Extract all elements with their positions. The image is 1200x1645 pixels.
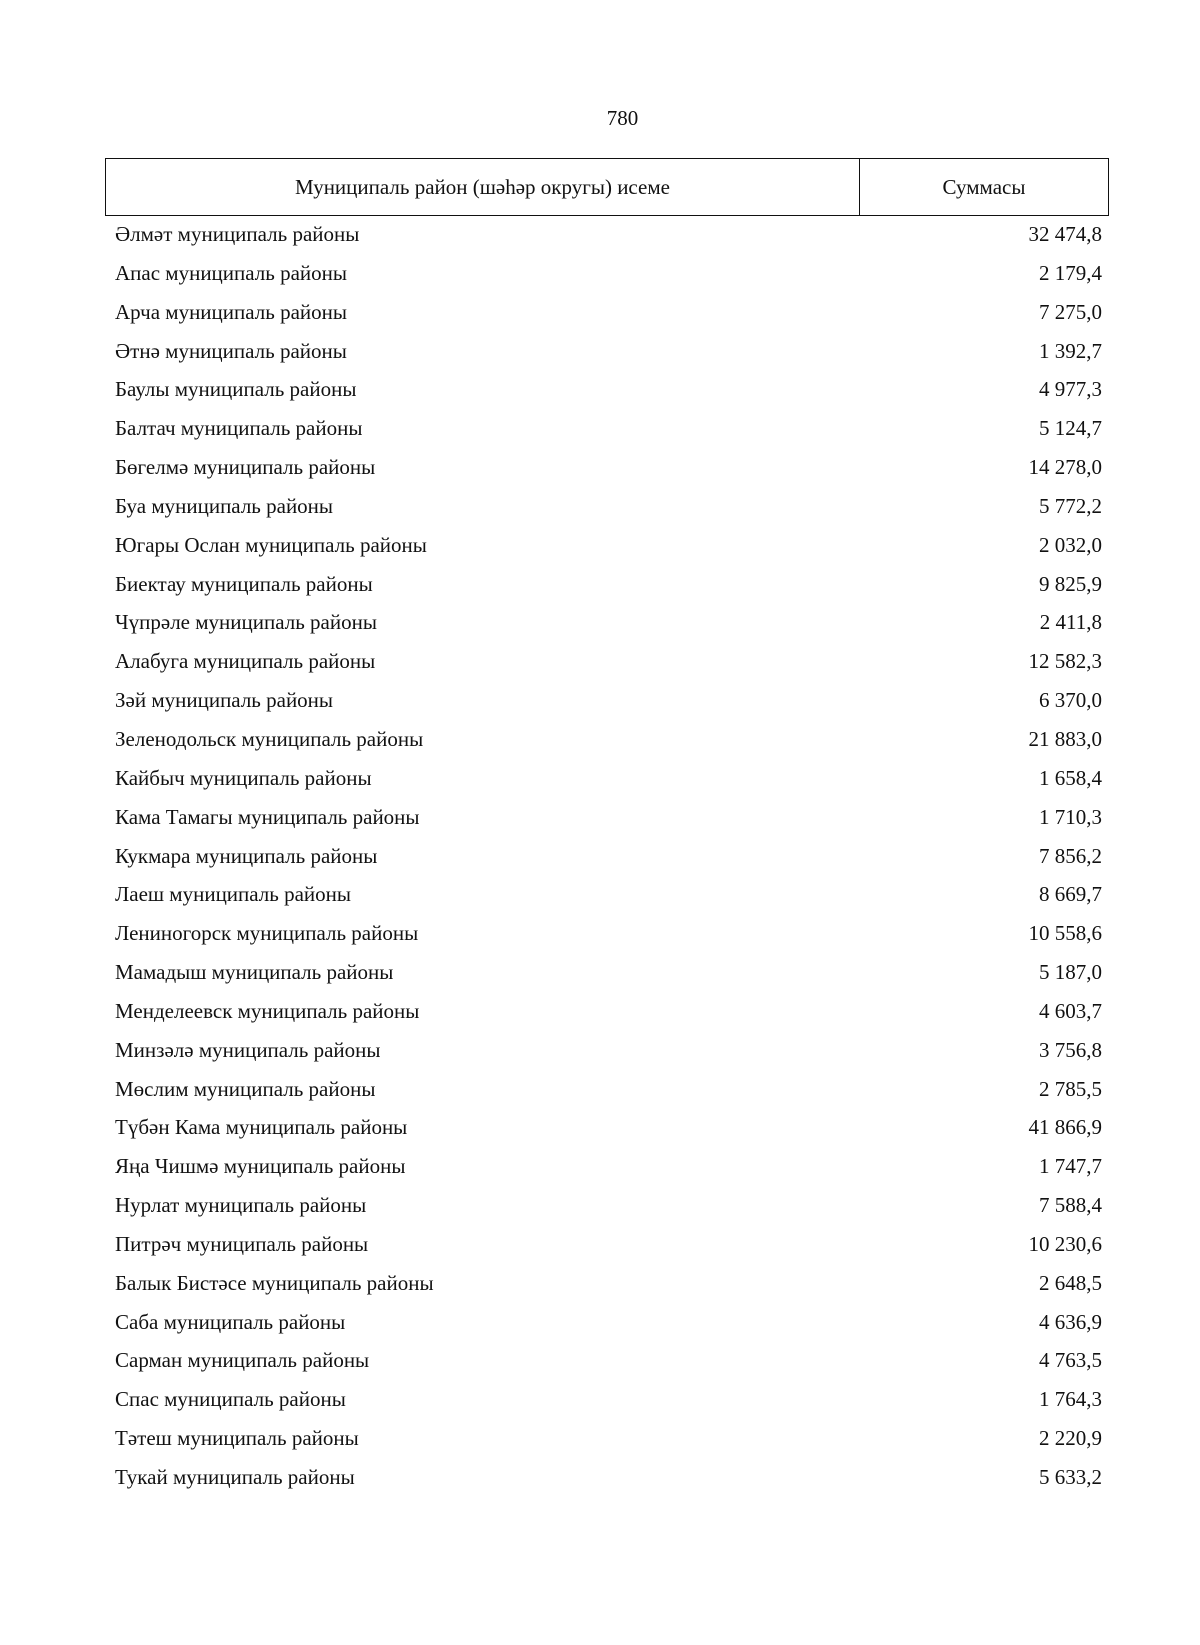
row-name: Спас муниципаль районы (115, 1387, 346, 1412)
row-name: Апас муниципаль районы (115, 260, 347, 285)
table-row (115, 603, 1102, 642)
row-amount: 2 648,5 (1039, 1270, 1102, 1295)
table-row (115, 1303, 1102, 1342)
table-row (115, 1225, 1102, 1264)
row-amount: 5 633,2 (1039, 1465, 1102, 1489)
row-amount: 6 370,0 (1039, 688, 1102, 713)
table-row (115, 254, 1102, 293)
row-amount: 8 669,7 (1039, 882, 1102, 907)
table-row (115, 293, 1102, 332)
table-row (115, 837, 1102, 876)
row-amount: 1 764,3 (1039, 1387, 1102, 1412)
column-header-name: Муниципаль район (шәһәр округы) исеме (106, 159, 860, 215)
row-name: Буа муниципаль районы (115, 493, 334, 518)
table-row (115, 526, 1102, 565)
row-name: Яңа Чишмә муниципаль районы (115, 1154, 406, 1179)
row-amount: 1 658,4 (1039, 765, 1102, 790)
page-number: 780 (606, 106, 639, 130)
table-header (105, 158, 1109, 216)
row-name: Баулы муниципаль районы (115, 377, 357, 402)
table-row (115, 1147, 1102, 1186)
row-name: Кукмара муниципаль районы (115, 843, 378, 868)
row-amount: 4 603,7 (1039, 998, 1102, 1023)
row-name: Саба муниципаль районы (115, 1309, 346, 1334)
table-row (115, 992, 1102, 1031)
table-body (115, 215, 1102, 1497)
table-row (115, 332, 1102, 371)
row-name: Мамадыш муниципаль районы (115, 960, 394, 985)
row-amount: 2 785,5 (1039, 1076, 1102, 1101)
row-amount: 1 392,7 (1039, 338, 1102, 363)
table-row (115, 759, 1102, 798)
row-amount: 5 772,2 (1039, 493, 1102, 518)
row-amount: 2 179,4 (1039, 260, 1102, 285)
row-amount: 41 866,9 (1028, 1115, 1102, 1140)
table-row (115, 1380, 1102, 1419)
table-row (115, 1186, 1102, 1225)
row-amount: 5 124,7 (1039, 416, 1102, 441)
row-amount: 1 747,7 (1039, 1154, 1102, 1179)
row-name: Алабуга муниципаль районы (115, 649, 376, 674)
row-name: Нурлат муниципаль районы (115, 1193, 367, 1218)
table-row (115, 681, 1102, 720)
row-name: Балык Бистәсе муниципаль районы (115, 1270, 434, 1295)
table-row (115, 720, 1102, 759)
row-name: Лениногорск муниципаль районы (115, 921, 419, 946)
row-amount: 12 582,3 (1028, 649, 1102, 674)
row-amount: 1 710,3 (1039, 804, 1102, 829)
row-name: Әлмәт муниципаль районы (115, 222, 360, 246)
row-amount: 4 977,3 (1039, 377, 1102, 402)
row-amount: 7 588,4 (1039, 1193, 1102, 1218)
row-amount: 2 220,9 (1039, 1426, 1102, 1451)
table-row (115, 487, 1102, 526)
table-row (115, 1070, 1102, 1109)
row-name: Югары Ослан муниципаль районы (115, 532, 427, 557)
row-name: Минзәлә муниципаль районы (115, 1037, 381, 1062)
row-amount: 7 275,0 (1039, 299, 1102, 324)
row-amount: 10 230,6 (1028, 1231, 1102, 1256)
table-row (115, 1108, 1102, 1147)
column-header-amount: Суммасы (942, 174, 1026, 199)
row-name: Мөслим муниципаль районы (115, 1076, 376, 1101)
row-amount: 4 636,9 (1039, 1309, 1102, 1334)
table-row (115, 409, 1102, 448)
row-name: Лаеш муниципаль районы (115, 882, 352, 907)
row-name: Зәй муниципаль районы (115, 688, 334, 713)
table-row (115, 875, 1102, 914)
table-row (115, 1031, 1102, 1070)
table-row (115, 642, 1102, 681)
row-name: Кайбыч муниципаль районы (115, 765, 372, 790)
table-row (115, 1264, 1102, 1303)
row-amount: 3 756,8 (1039, 1037, 1102, 1062)
row-amount: 10 558,6 (1028, 921, 1102, 946)
table-row (115, 953, 1102, 992)
row-amount: 32 474,8 (1028, 222, 1102, 246)
table-row (115, 370, 1102, 409)
row-amount: 9 825,9 (1039, 571, 1102, 596)
table-row (115, 914, 1102, 953)
table-row (115, 448, 1102, 487)
row-amount: 5 187,0 (1039, 960, 1102, 985)
row-name: Тукай муниципаль районы (115, 1465, 355, 1489)
row-amount: 21 883,0 (1028, 726, 1102, 751)
table-row (115, 1458, 1102, 1497)
row-name: Балтач муниципаль районы (115, 416, 363, 441)
row-name: Түбән Кама муниципаль районы (115, 1115, 408, 1140)
row-name: Әтнә муниципаль районы (115, 338, 347, 363)
table-row (115, 1341, 1102, 1380)
table-row (115, 1419, 1102, 1458)
table-row (115, 215, 1102, 254)
row-name: Зеленодольск муниципаль районы (115, 726, 424, 751)
row-name: Чүпрәле муниципаль районы (115, 610, 377, 635)
row-name: Бөгелмә муниципаль районы (115, 455, 376, 480)
table-row (115, 798, 1102, 837)
row-name: Кама Тамагы муниципаль районы (115, 804, 420, 829)
row-amount: 4 763,5 (1039, 1348, 1102, 1373)
row-amount: 7 856,2 (1039, 843, 1102, 868)
row-name: Арча муниципаль районы (115, 299, 347, 324)
table-row (115, 565, 1102, 604)
row-name: Биектау муниципаль районы (115, 571, 373, 596)
row-amount: 14 278,0 (1028, 455, 1102, 480)
row-name: Менделеевск муниципаль районы (115, 998, 420, 1023)
row-amount: 2 411,8 (1039, 610, 1102, 635)
row-name: Питрәч муниципаль районы (115, 1231, 369, 1256)
row-amount: 2 032,0 (1039, 532, 1102, 557)
row-name: Сарман муниципаль районы (115, 1348, 370, 1373)
row-name: Тәтеш муниципаль районы (115, 1426, 359, 1451)
